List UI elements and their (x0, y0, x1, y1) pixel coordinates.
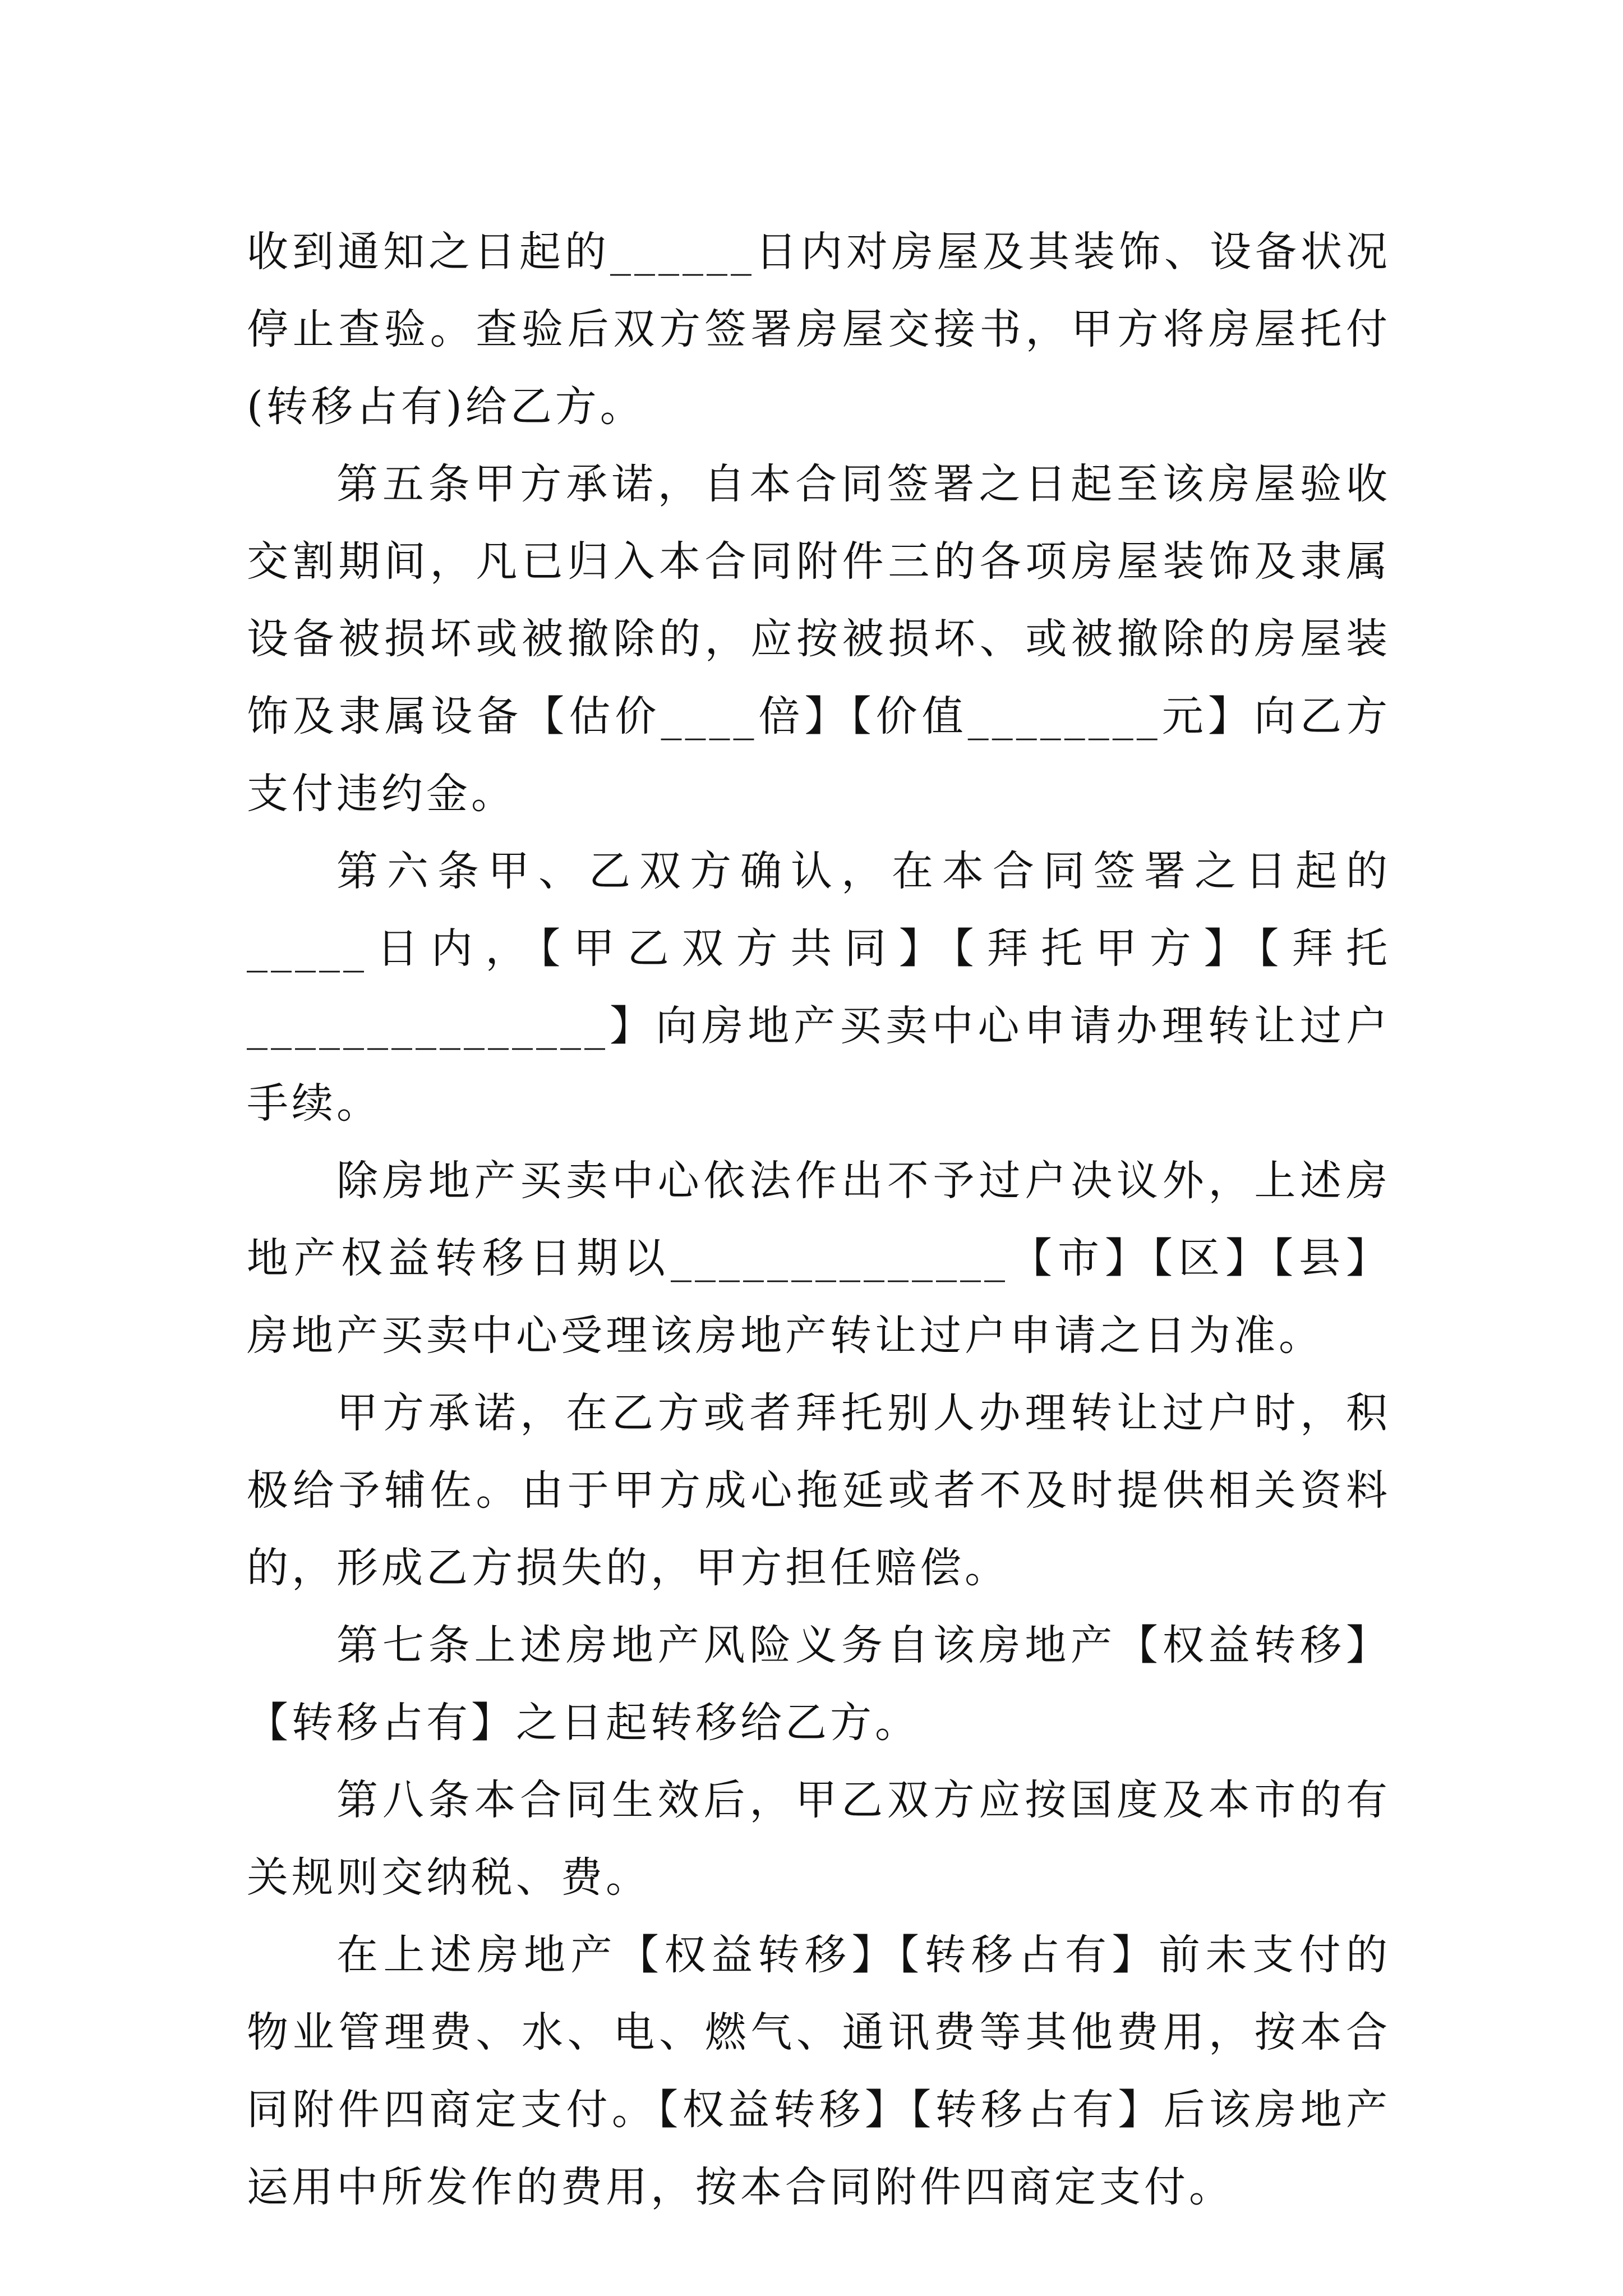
paragraph-fees: 在上述房地产【权益转移】【转移占有】前未支付的物业管理费、水、电、燃气、通讯费等其他费用，按本合同附件四商定支付。【权益转移】【转移占有】后该房地产运用中所发作的费用，按本合同附件四商定支付。 (247, 1931, 1391, 2211)
paragraph-transfer-date: 除房地产买卖中心依法作出不予过户决议外，上述房地产权益转移日期以______________【市】【区】【县】房地产买卖中心受理该房地产转让过户申请之日为准。 (247, 1157, 1391, 1360)
paragraph-party-a-assist: 甲方承诺，在乙方或者拜托别人办理转让过户时，积极给予辅佐。由于甲方成心拖延或者不及时提供相关资料的，形成乙方损失的，甲方担任赔偿。 (247, 1389, 1391, 1592)
paragraph-article-8: 第八条本合同生效后，甲乙双方应按国度及本市的有关规则交纳税、费。 (247, 1776, 1391, 1902)
contract-body (247, 213, 1391, 2226)
paragraph-article-5: 第五条甲方承诺，自本合同签署之日起至该房屋验收交割期间，凡已归入本合同附件三的各项房屋装饰及隶属设备被损坏或被撤除的，应按被损坏、或被撤除的房屋装饰及隶属设备【估价____倍】【价值________元】向乙方支付违约金。 (247, 460, 1391, 818)
paragraph-article-6: 第六条甲、乙双方确认，在本合同签署之日起的_____日内，【甲乙双方共同】【拜托甲方】【拜托_______________】向房地产买卖中心申请办理转让过户手续。 (247, 847, 1391, 1128)
paragraph-inspection: 收到通知之日起的______日内对房屋及其装饰、设备状况停止查验。查验后双方签署房屋交接书，甲方将房屋托付(转移占有)给乙方。 (247, 228, 1391, 431)
paragraph-article-7: 第七条上述房地产风险义务自该房地产【权益转移】【转移占有】之日起转移给乙方。 (247, 1621, 1391, 1747)
